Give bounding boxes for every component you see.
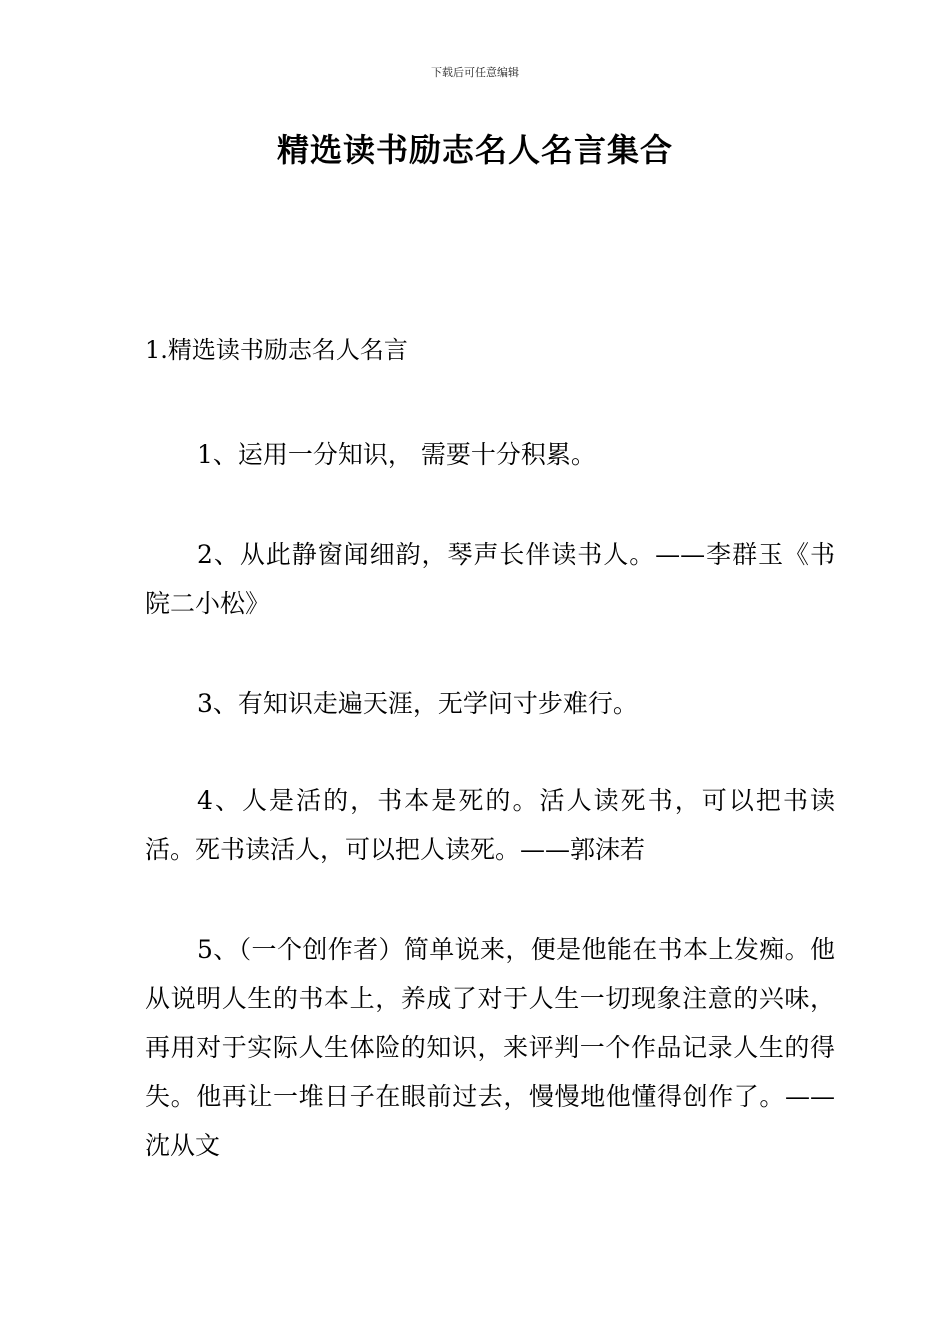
quote-item-3: 3、有知识走遍天涯，无学问寸步难行。 (197, 689, 638, 718)
quote-item-2: 2、从此静窗闻细韵，琴声长伴读书人。——李群玉《书院二小松》 (145, 540, 835, 618)
quote-item-1: 1、运用一分知识， 需要十分积累。 (197, 440, 596, 469)
quote-list (145, 430, 835, 1221)
section-heading: 1.精选读书励志名人名言 (145, 336, 408, 364)
page-header-note: 下载后可任意编辑 (431, 66, 519, 79)
document-title: 精选读书励志名人名言集合 (276, 131, 673, 169)
quote-item-5: 5、（一个创作者）简单说来，便是他能在书本上发痴。他从说明人生的书本上，养成了对于人生一切现象注意的兴味，再用对于实际人生体险的知识，来评判一个作品记录人生的得失。他再让一堆日子在眼前过去，慢慢地他懂得创作了。——沈从文 (145, 935, 835, 1160)
quote-item-4: 4、人是活的，书本是死的。活人读死书，可以把书读活。死书读活人，可以把人读死。——郭沫若 (145, 786, 835, 864)
